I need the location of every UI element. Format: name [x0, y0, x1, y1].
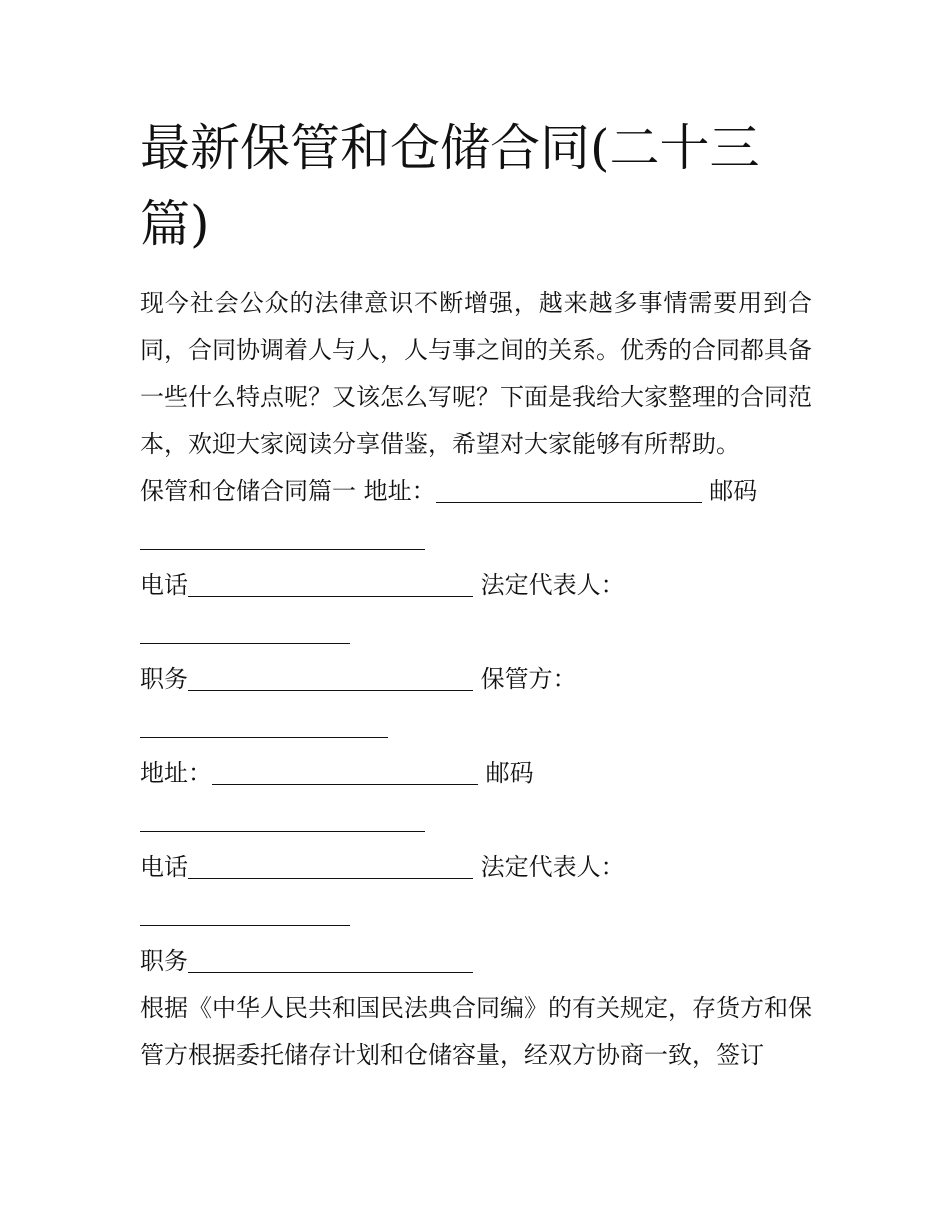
position-label: 职务 [140, 665, 188, 693]
custodian-label: 保管方： [480, 665, 577, 693]
party-b-position-line [140, 938, 812, 985]
address-label: 地址： [140, 759, 212, 787]
legal-rep-label: 法定代表人： [480, 571, 625, 599]
legal-rep-blank[interactable] [140, 613, 350, 644]
postcode-label: 邮码 [485, 759, 534, 787]
legal-rep-blank[interactable] [140, 895, 350, 926]
party-b-phone-line [140, 844, 812, 891]
position-blank[interactable] [188, 942, 473, 973]
custodian-blank[interactable] [140, 707, 388, 738]
party-a-address-line [140, 468, 812, 515]
party-b-legal-rep-line [140, 891, 812, 938]
position-blank[interactable] [188, 660, 473, 691]
section-heading: 保管和仓储合同篇一 [140, 477, 356, 505]
legal-rep-label: 法定代表人： [480, 853, 625, 881]
body-paragraph: 根据《中华人民共和国民法典合同编》的有关规定，存货方和保管方根据委托储存计划和仓储容量，经双方协商一致，签订 [140, 994, 812, 1069]
intro-paragraph: 现今社会公众的法律意识不断增强，越来越多事情需要用到合同，合同协调着人与人，人与事之间的关系。优秀的合同都具备一些什么特点呢？又该怎么写呢？下面是我给大家整理的合同范本，欢迎大家阅读分享借鉴，希望对大家能够有所帮助。 [140, 289, 812, 458]
address-blank[interactable] [436, 472, 702, 503]
document-page [140, 110, 812, 1079]
party-a-legal-rep-line [140, 609, 812, 656]
phone-blank[interactable] [188, 848, 473, 879]
address-label: 地址： [363, 477, 436, 505]
document-title: 最新保管和仓储合同(二十三篇) [140, 119, 760, 253]
phone-blank[interactable] [188, 566, 473, 597]
party-b-postcode-line [140, 797, 812, 844]
phone-label: 电话 [140, 571, 188, 599]
party-a-postcode-line [140, 515, 812, 562]
phone-label: 电话 [140, 853, 188, 881]
postcode-blank[interactable] [140, 519, 425, 550]
party-a-phone-line [140, 562, 812, 609]
address-blank[interactable] [212, 754, 478, 785]
postcode-label: 邮码 [709, 477, 758, 505]
custodian-name-line [140, 703, 812, 750]
party-a-position-line [140, 656, 812, 703]
party-b-address-line [140, 750, 812, 797]
postcode-blank[interactable] [140, 801, 425, 832]
position-label: 职务 [140, 947, 188, 975]
